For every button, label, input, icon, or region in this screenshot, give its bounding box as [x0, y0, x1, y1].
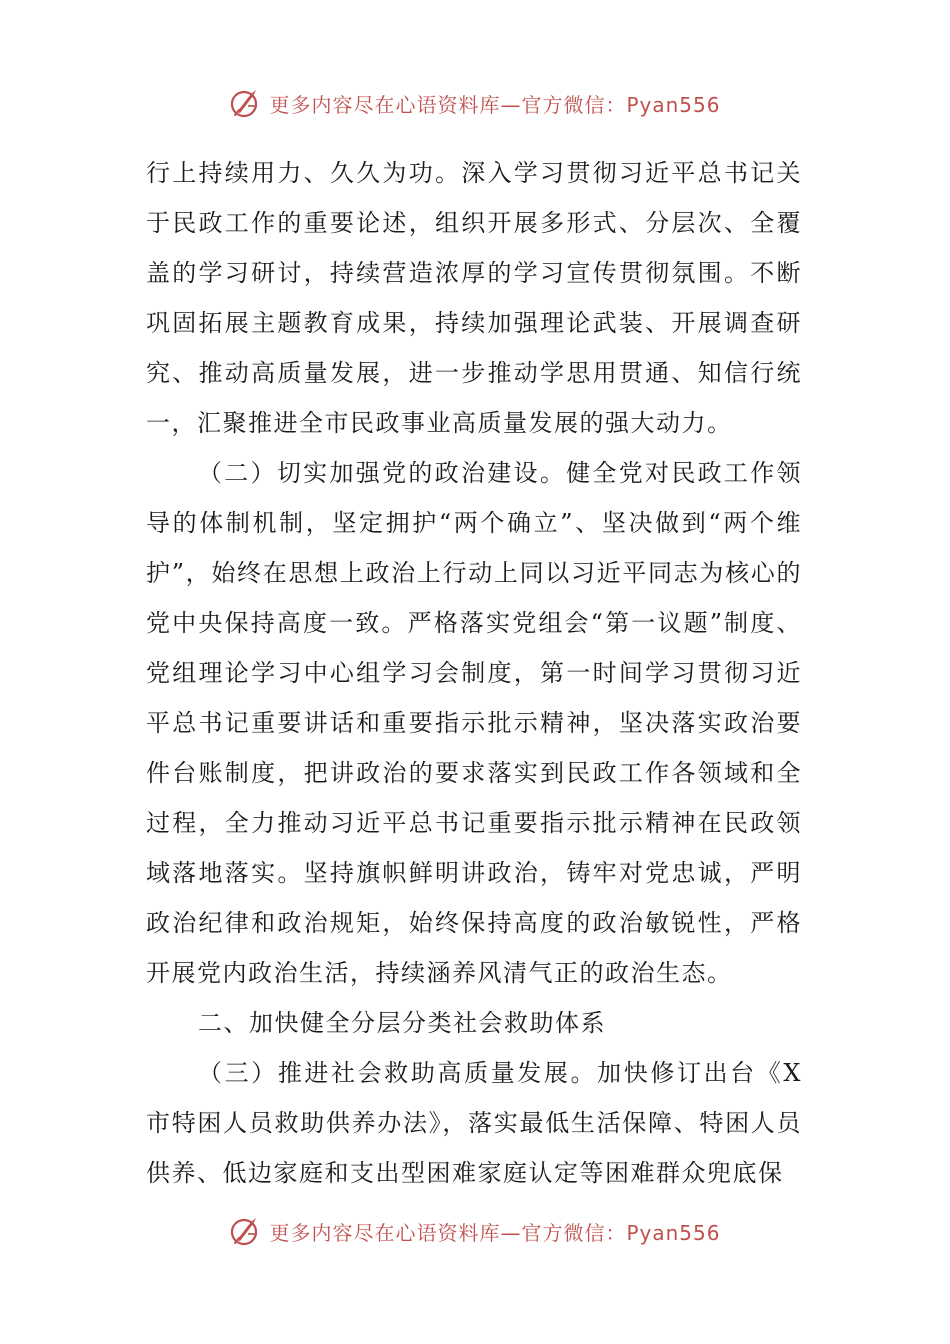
paragraph-social-assistance: （三）推进社会救助高质量发展。加快修订出台《X市特困人员救助供养办法》，落实最低生活保障、特困人员供养、低边家庭和支出型困难家庭认定等困难群众兜底保 — [146, 1059, 802, 1187]
header-watermark-banner — [0, 78, 950, 128]
footer-watermark-banner — [0, 1206, 950, 1256]
pen-nib-logo-icon — [229, 86, 263, 120]
watermark-text: 更多内容尽在心语资料库—官方微信：Pyan556 — [269, 92, 721, 117]
paragraph-political-building: （二）切实加强党的政治建设。健全党对民政工作领导的体制机制，坚定拥护“两个确立”、坚决做到“两个维护”，始终在思想上政治上行动上同以习近平同志为核心的党中央保持高度一致。严格落实党组会“第一议题”制度、党组理论学习中心组学习会制度，第一时间学习贯彻习近平总书记重要讲话和重要指示批示精神，坚决落实政治要件台账制度，把讲政治的要求落实到民政工作各领域和全过程，全力推动习近平总书记重要指示批示精神在民政领域落地落实。坚持旗帜鲜明讲政治，铸牢对党忠诚，严明政治纪律和政治规矩，始终保持高度的政治敏锐性，严格开展党内政治生活，持续涵养风清气正的政治生态。 — [146, 459, 802, 987]
section-heading-social-assistance: 二、加快健全分层分类社会救助体系 — [198, 1009, 606, 1037]
document-body — [146, 148, 802, 1198]
pen-nib-logo-icon — [229, 1214, 263, 1248]
paragraph-continuation: 行上持续用力、久久为功。深入学习贯彻习近平总书记关于民政工作的重要论述，组织开展多形式、分层次、全覆盖的学习研讨，持续营造浓厚的学习宣传贯彻氛围。不断巩固拓展主题教育成果，持续加强理论武装、开展调查研究、推动高质量发展，进一步推动学思用贯通、知信行统一，汇聚推进全市民政事业高质量发展的强大动力。 — [146, 159, 802, 437]
watermark-text: 更多内容尽在心语资料库—官方微信：Pyan556 — [269, 1220, 721, 1245]
